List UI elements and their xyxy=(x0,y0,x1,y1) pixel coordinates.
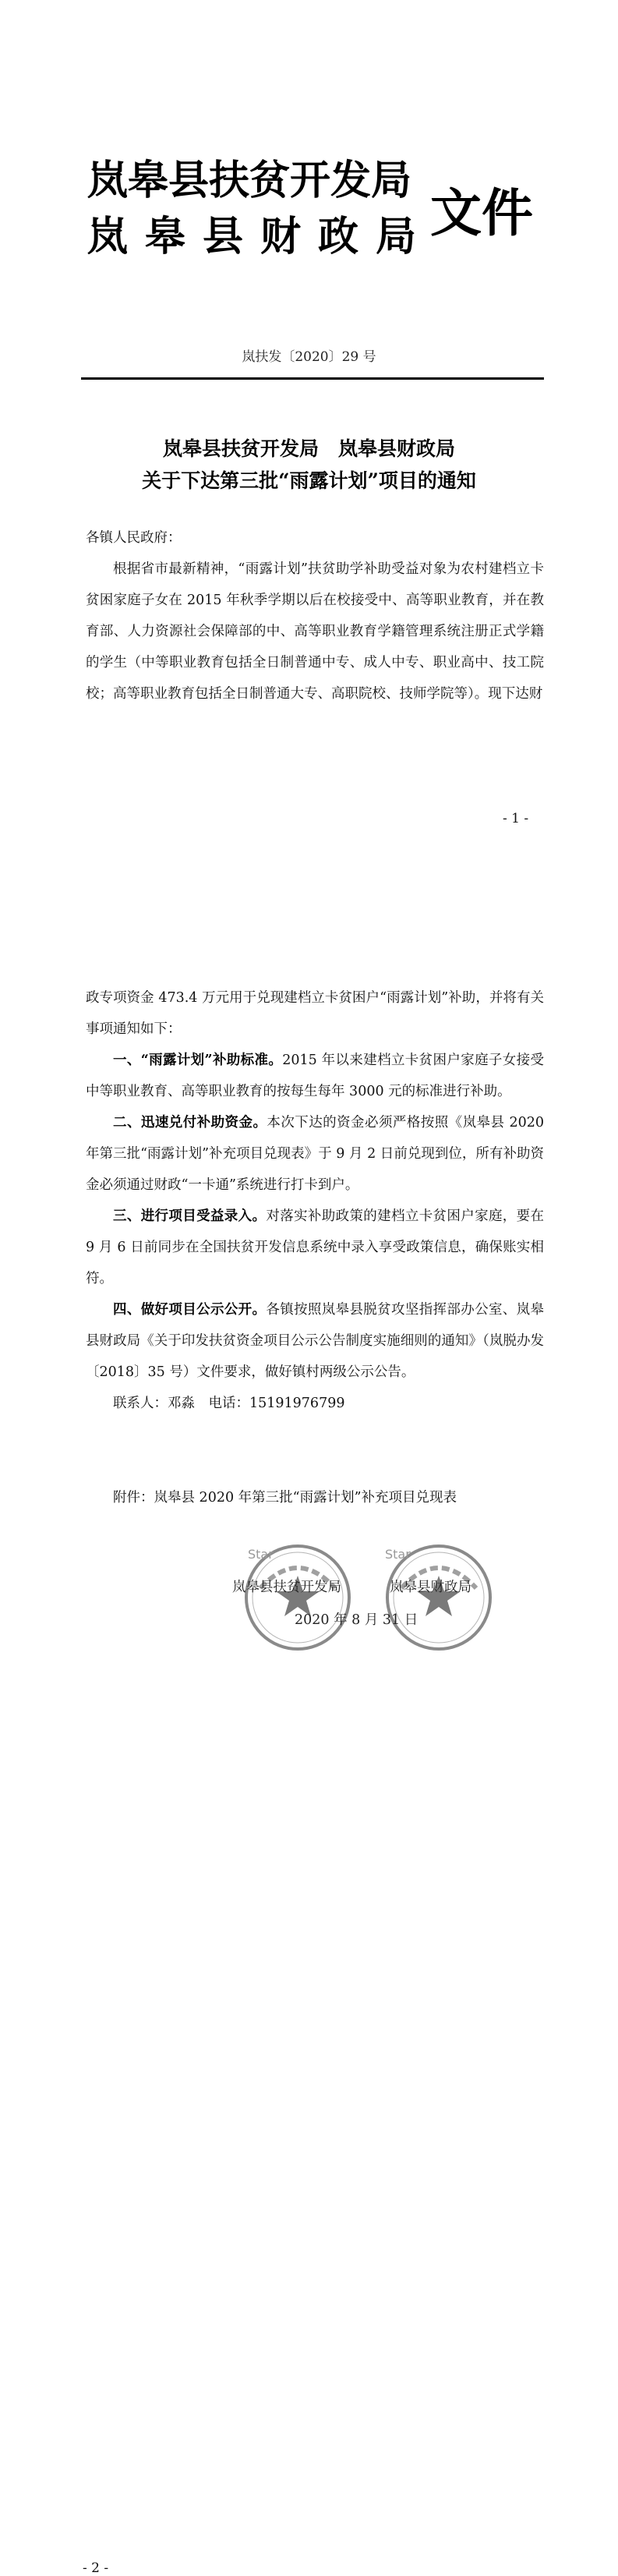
document-title-line-2: 关于下达第三批“雨露计划”项目的通知 xyxy=(142,469,476,492)
addressee: 各镇人民政府： xyxy=(86,530,182,546)
header-divider xyxy=(81,377,544,380)
section-public-disclosure xyxy=(86,1294,544,1388)
section-heading: 一、“雨露计划”补助标准。 xyxy=(113,1053,283,1068)
contact-info: 联系人：邓淼 电话：15191976799 xyxy=(113,1396,345,1411)
notice-body xyxy=(86,982,544,1419)
document-title-line-1: 岚皋县扶贫开发局 岚皋县财政局 xyxy=(162,437,455,460)
section-heading: 四、做好项目公示公开。 xyxy=(113,1302,267,1318)
issue-date: 2020 年 8 月 31 日 xyxy=(295,1612,418,1628)
page-2 xyxy=(0,875,618,2576)
section-heading: 三、进行项目受益录入。 xyxy=(113,1208,267,1224)
section-text: 各镇按照岚皋县脱贫攻坚指挥部办公室、岚皋县财政局《关于印发扶贫资金项目公示公告制度实施细则的通知》（岚脱办发〔2018〕35 号）文件要求，做好镇村两级公示公告。 xyxy=(86,1302,545,1380)
document-type-label: 文件 xyxy=(430,183,533,243)
document-number: 岚扶发〔2020〕29 号 xyxy=(242,349,376,365)
stamp-watermark-2: Star xyxy=(385,1547,411,1562)
page-number-2: - 2 - xyxy=(83,2560,109,2576)
section-text: 2015 年以来建档立卡贫困户家庭子女接受中等职业教育、高等职业教育的按每生每年 3000 元的标准进行补助。 xyxy=(86,1053,544,1099)
stamp-watermark-1: Star xyxy=(248,1547,274,1562)
issuing-organizations xyxy=(87,153,434,265)
org-name-finance-bureau: 岚皋县财政局 xyxy=(87,214,434,260)
page-number-1: - 1 - xyxy=(503,811,529,826)
page-1 xyxy=(0,0,618,875)
section-beneficiary-entry xyxy=(86,1201,544,1294)
section-text: 本次下达的资金必须严格按照《岚皋县 2020 年第三批“雨露计划”补充项目兑现表》于 9 月 2 日前兑现到位，所有补助资金必须通过财政“一卡通”系统进行打卡到户。 xyxy=(86,1115,544,1193)
continuation-paragraph: 政专项资金 473.4 万元用于兑现建档立卡贫困户“雨露计划”补助，并将有关事项通知如下： xyxy=(86,990,544,1037)
section-fund-payment xyxy=(86,1107,544,1201)
attachment-note: 附件：岚皋县 2020 年第三批“雨露计划”补充项目兑现表 xyxy=(113,1490,457,1506)
section-heading: 二、迅速兑付补助资金。 xyxy=(113,1115,267,1131)
section-subsidy-standard xyxy=(86,1045,544,1107)
org-name-poverty-office: 岚皋县扶贫开发局 xyxy=(87,157,412,204)
intro-paragraph: 根据省市最新精神，“雨露计划”扶贫助学补助受益对象为农村建档立卡贫困家庭子女在 2015 年秋季学期以后在校接受中、高等职业教育，并在教育部、人力资源社会保障部的中、高等职业教育学籍管理系统注册正式学籍的学生（中等职业教育包括全日制普通中专、成人中专、职业高中、技工院校；高等职业教育包括全日制普通大专、高职院校、技师学院等）。现下达财 xyxy=(86,561,544,702)
section-text: 对落实补助政策的建档立卡贫困户家庭，要在 9 月 6 日前同步在全国扶贫开发信息系统中录入享受政策信息，确保账实相符。 xyxy=(86,1208,545,1286)
signer-finance-bureau: 岚皋县财政局 xyxy=(390,1580,471,1595)
signer-poverty-office: 岚皋县扶贫开发局 xyxy=(232,1580,341,1595)
